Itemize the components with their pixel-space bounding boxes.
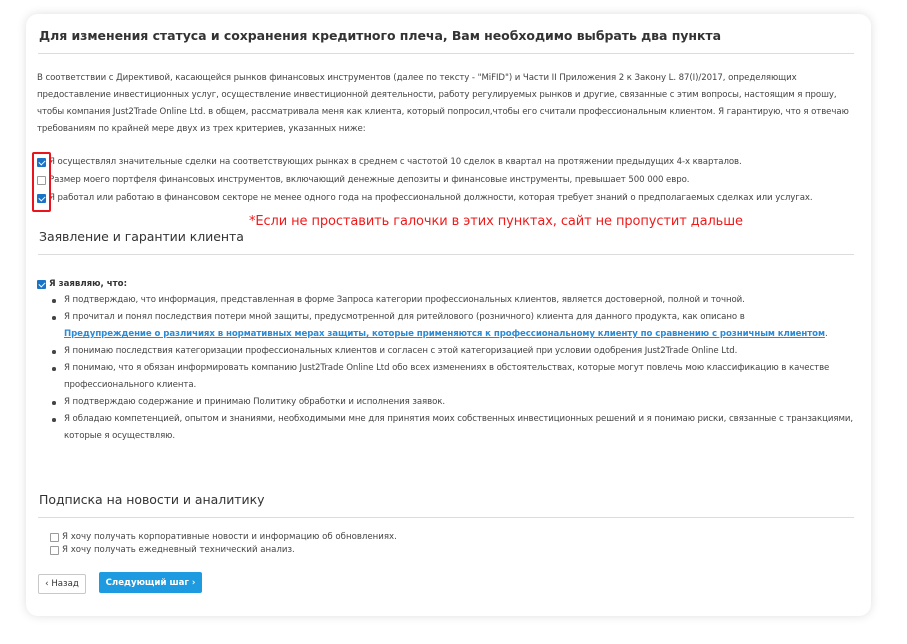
- declaration-checkbox[interactable]: [37, 280, 46, 289]
- form-card: [26, 14, 871, 616]
- criterion-row-2: [37, 172, 689, 188]
- subscription-option-1: [50, 530, 397, 544]
- back-button[interactable]: ‹ Назад: [38, 574, 86, 594]
- subscription-option-2: [50, 543, 295, 557]
- criterion-row-3: [37, 190, 813, 206]
- next-step-button[interactable]: Следующий шаг ›: [99, 572, 202, 593]
- declaration-section-title: Заявление и гарантии клиента: [39, 229, 244, 244]
- list-item: Я прочитал и понял последствия потери мной защиты, предусмотренной для ритейлового (розничного) клиента для данного продукта, как описано в Предупреждение о различиях в нормативных мерах защиты, которые применяются к профессиональному клиенту по сравнению с розничным клиентом.: [64, 309, 854, 343]
- news-label: Я хочу получать корпоративные новости и информацию об обновлениях.: [62, 532, 397, 542]
- declaration-list: [64, 292, 854, 445]
- protection-warning-link[interactable]: Предупреждение о различиях в нормативных мерах защиты, которые применяются к профессиональному клиенту по сравнению с розничным клиентом: [64, 329, 825, 339]
- criterion-label-3: Я работал или работаю в финансовом секторе не менее одного года на профессиональной должности, которая требует знаний о предполагаемых сделках или услугах.: [49, 193, 813, 203]
- status-section-title: Для изменения статуса и сохранения кредитного плеча, Вам необходимо выбрать два пункта: [39, 28, 722, 43]
- declaration-label: Я заявляю, что:: [49, 279, 128, 289]
- list-item: Я обладаю компетенцией, опытом и знаниями, необходимыми мне для принятия моих собственных инвестиционных решений и я понимаю риски, связанные с транзакциями, которые я осуществляю.: [64, 411, 854, 445]
- divider: [38, 254, 854, 255]
- list-item: Я подтверждаю содержание и принимаю Политику обработки и исполнения заявок.: [64, 394, 854, 411]
- analysis-label: Я хочу получать ежедневный технический анализ.: [62, 545, 295, 555]
- list-item: Я понимаю, что я обязан информировать компанию Just2Trade Online Ltd обо всех изменениях в обстоятельствах, которые могут повлечь мою классификацию в качестве профессионального клиента.: [64, 360, 854, 394]
- subscription-section-title: Подписка на новости и аналитику: [39, 492, 265, 507]
- criterion-label-1: Я осуществлял значительные сделки на соответствующих рынках в среднем с частотой 10 сделок в квартал на протяжении предыдущих 4-х кварталов.: [49, 157, 742, 167]
- checkbox-highlight-box: [32, 152, 51, 212]
- criterion-label-2: Размер моего портфеля финансовых инструментов, включающий денежные депозиты и финансовые инструменты, превышает 500 000 евро.: [49, 175, 690, 185]
- list-item: Я понимаю последствия категоризации профессиональных клиентов и согласен с этой категоризацией при условии одобрения Just2Trade Online Ltd.: [64, 343, 854, 360]
- list-item: Я подтверждаю, что информация, представленная в форме Запроса категории профессиональных клиентов, является достоверной, полной и точной.: [64, 292, 854, 309]
- declaration-row: [37, 277, 127, 291]
- news-checkbox[interactable]: [50, 533, 59, 542]
- divider: [38, 53, 854, 54]
- criterion-row-1: [37, 154, 742, 170]
- analysis-checkbox[interactable]: [50, 546, 59, 555]
- directive-paragraph: В соответствии с Директивой, касающейся рынков финансовых инструментов (далее по тексту - "MiFID") и Части II Приложения 2 к Закону L. 87(I)/2017, определяющих предоставление инвестиционных услуг, осуществление инвестиционной деятельности, работу регулируемых рынков и другие, связанные с этим вопросы, настоящим я прошу, чтобы компания Just2Trade Online Ltd. в общем, рассматривала меня как клиента, который попросил,чтобы его считали профессиональным клиентом. Я гарантирую, что я отвечаю требованиям по крайней мере двух из трех критериев, указанных ниже:: [37, 73, 849, 134]
- divider: [38, 517, 854, 518]
- annotation-note: *Если не проставить галочки в этих пунктах, сайт не пропустит дальше: [249, 214, 743, 229]
